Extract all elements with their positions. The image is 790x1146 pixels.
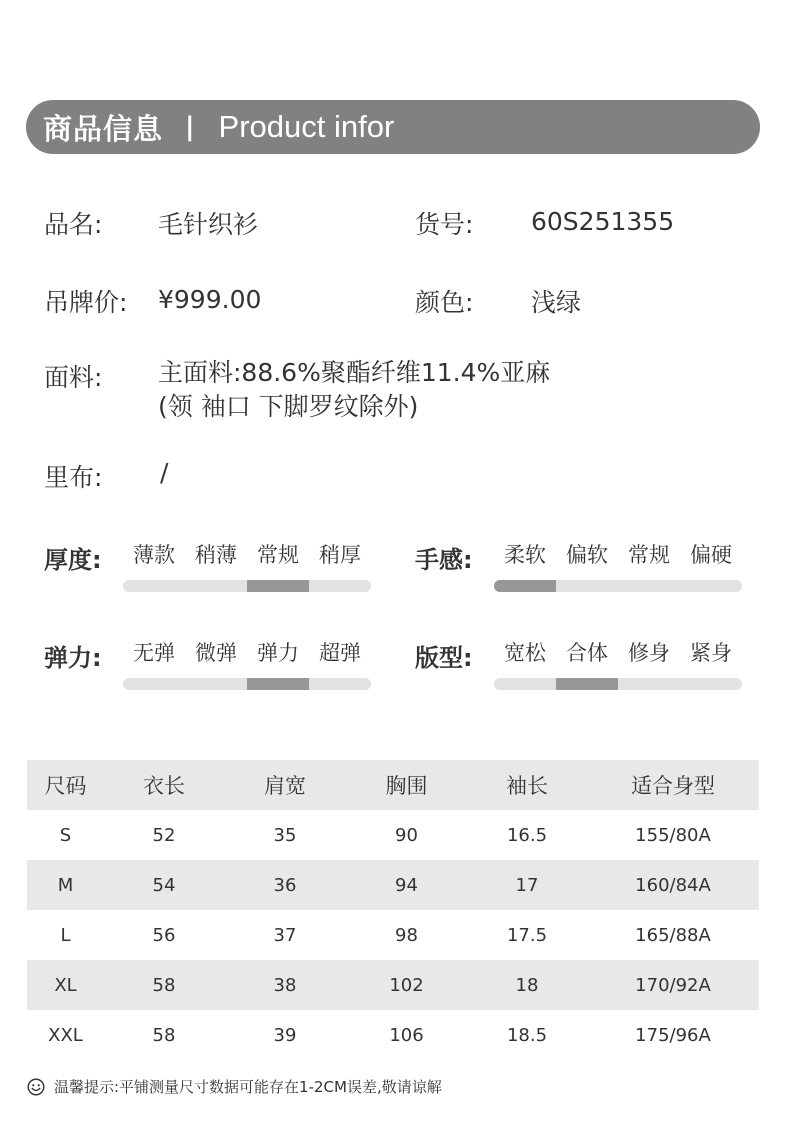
- table-cell: 160/84A: [635, 874, 711, 896]
- header-title-cn: 商品信息: [43, 111, 164, 146]
- fabric-line-2: (领 袖口 下脚罗纹除外): [158, 392, 419, 421]
- table-header-cell: 适合身型: [631, 774, 715, 798]
- scale-option: 薄款: [133, 543, 175, 567]
- price-label: 吊牌价:: [44, 288, 128, 317]
- table-header-cell: 胸围: [385, 774, 428, 798]
- scale-option: 弹力: [257, 641, 299, 665]
- fit-label: 版型:: [415, 644, 473, 672]
- table-header-cell: 衣长: [143, 774, 185, 798]
- note-text: 温馨提示:平铺测量尺寸数据可能存在1-2CM误差,敬请谅解: [54, 1078, 442, 1096]
- table-cell: 90: [395, 824, 418, 846]
- scale-track: [494, 678, 742, 690]
- table-cell: 175/96A: [635, 1024, 711, 1046]
- fabric-label: 面料:: [44, 363, 103, 392]
- lining-value: /: [160, 458, 169, 487]
- table-cell: 37: [273, 924, 297, 946]
- scale-option: 合体: [566, 641, 608, 665]
- name-value: 毛针织衫: [158, 210, 259, 239]
- table-cell: 165/88A: [635, 924, 711, 946]
- scale-indicator: [556, 678, 618, 690]
- table-cell: M: [57, 874, 74, 896]
- elasticity-label: 弹力:: [44, 644, 102, 672]
- table-cell: 58: [152, 974, 176, 996]
- section-header: [26, 100, 760, 154]
- thickness-scale: [123, 537, 371, 597]
- scale-option: 修身: [628, 641, 670, 665]
- scale-track: [123, 678, 371, 690]
- scale-option: 稍薄: [195, 543, 237, 567]
- scale-option: 柔软: [504, 543, 546, 567]
- table-cell: 56: [152, 924, 176, 946]
- price-value: ¥999.00: [158, 285, 262, 314]
- table-header-cell: 尺码: [44, 774, 87, 798]
- table-row: [27, 1010, 759, 1060]
- fabric-value: [158, 356, 658, 424]
- scale-option: 偏软: [566, 543, 608, 567]
- smile-icon: [27, 1078, 45, 1096]
- table-cell: 16.5: [506, 824, 548, 846]
- table-cell: 155/80A: [635, 824, 711, 846]
- table-header-cell: 袖长: [506, 774, 548, 798]
- scale-track: [494, 580, 742, 592]
- scale-option: 微弹: [195, 641, 237, 665]
- scale-option: 宽松: [504, 641, 546, 665]
- table-cell: 18.5: [506, 1024, 548, 1046]
- sku-label: 货号:: [415, 210, 474, 239]
- color-value: 浅绿: [531, 288, 582, 317]
- table-row: [27, 810, 759, 860]
- scale-option: 紧身: [690, 641, 732, 665]
- header-title-en: Product infor: [218, 109, 395, 144]
- table-cell: 54: [152, 874, 176, 896]
- sku-value: 60S251355: [531, 207, 675, 236]
- elasticity-scale: [123, 635, 371, 695]
- table-cell: 170/92A: [635, 974, 711, 996]
- table-cell: 52: [152, 824, 176, 846]
- table-row: [27, 960, 759, 1010]
- table-cell: 35: [273, 824, 297, 846]
- lining-label: 里布:: [44, 463, 103, 492]
- table-cell: 58: [152, 1024, 176, 1046]
- table-cell: S: [59, 824, 72, 846]
- scale-option: 常规: [628, 543, 670, 567]
- table-cell: 36: [273, 874, 297, 896]
- scale-indicator: [247, 580, 309, 592]
- table-cell: 18: [515, 974, 539, 996]
- scale-option: 无弹: [133, 641, 175, 665]
- table-cell: L: [60, 924, 71, 946]
- scale-indicator: [494, 580, 556, 592]
- scale-track: [123, 580, 371, 592]
- thickness-label: 厚度:: [44, 546, 102, 574]
- table-cell: XXL: [48, 1024, 83, 1046]
- table-cell: 98: [395, 924, 418, 946]
- scale-option: 常规: [257, 543, 299, 567]
- table-header-row: [27, 760, 759, 810]
- table-cell: 102: [389, 974, 424, 996]
- table-cell: 94: [395, 874, 418, 896]
- table-row: [27, 910, 759, 960]
- header-separator: |: [185, 112, 195, 142]
- table-cell: 17: [515, 874, 539, 896]
- name-label: 品名:: [44, 210, 103, 239]
- scale-indicator: [247, 678, 309, 690]
- table-cell: 39: [273, 1024, 297, 1046]
- color-label: 颜色:: [415, 288, 474, 317]
- table-cell: XL: [54, 974, 77, 996]
- hand-feel-scale: [494, 537, 742, 597]
- table-row: [27, 860, 759, 910]
- fabric-line-1: 主面料:88.6%聚酯纤维11.4%亚麻: [158, 358, 551, 387]
- size-table: [27, 760, 759, 1060]
- fit-scale: [494, 635, 742, 695]
- measurement-note: [27, 1076, 442, 1097]
- scale-option: 超弹: [319, 641, 361, 665]
- table-header-cell: 肩宽: [264, 774, 306, 798]
- hand-feel-label: 手感:: [415, 546, 473, 574]
- scale-option: 偏硬: [690, 543, 732, 567]
- table-cell: 17.5: [506, 924, 548, 946]
- table-cell: 38: [273, 974, 297, 996]
- table-cell: 106: [389, 1024, 424, 1046]
- scale-option: 稍厚: [319, 543, 361, 567]
